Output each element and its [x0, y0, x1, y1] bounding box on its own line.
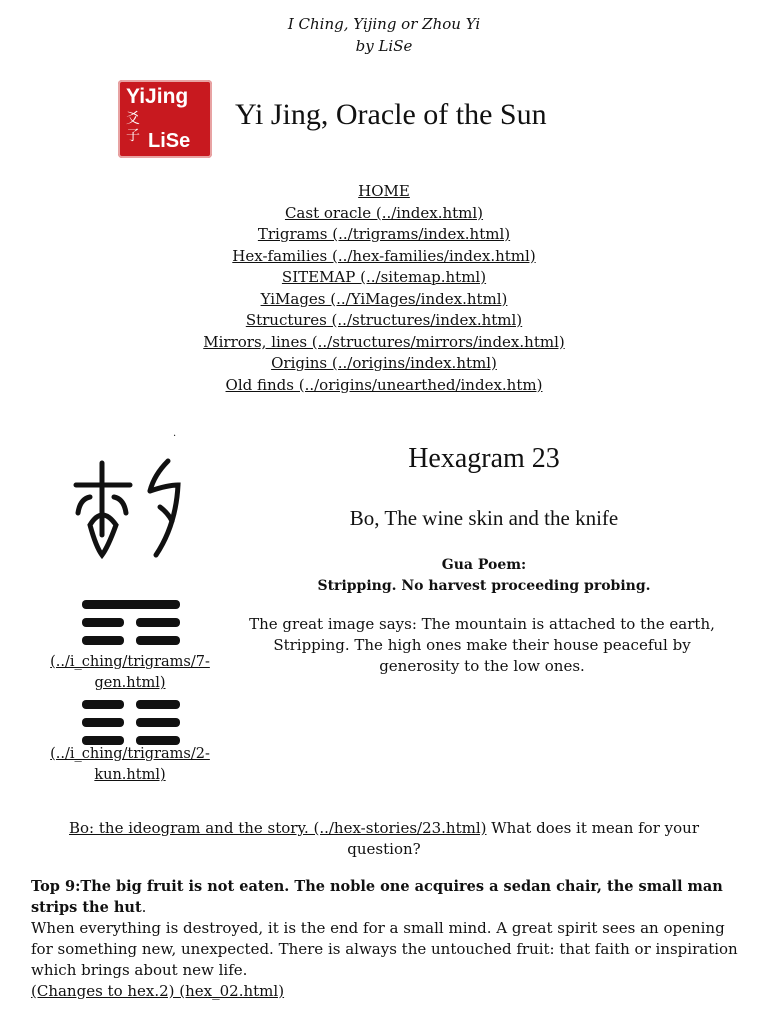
changes-link[interactable]: (Changes to hex.2) (hex_02.html) [31, 982, 285, 1000]
upper-trigram-gen-icon [78, 600, 184, 648]
nav-yimages[interactable]: YiMages (../YiMages/index.html) [260, 289, 508, 308]
line-top9-section: Top 9:The big fruit is not eaten. The noble one acquires a sedan chair, the small man strips the hut. When everything is destroyed, it is the end for a small mind. A great spirit sees an opening for something new, unexpected. There is always the untouched fruit: that faith or inspiration which brings about new life. (Changes to hex.2) (hex_02.html) [31, 878, 738, 1000]
trigram-line-broken [136, 700, 180, 709]
story-paragraph [30, 818, 738, 860]
trigram-kun-link[interactable]: (../i_ching/trigrams/2-kun.html) [50, 746, 210, 783]
nav-old-finds[interactable]: Old finds (../origins/unearthed/index.htm) [225, 375, 543, 394]
nav-origins[interactable]: Origins (../origins/index.html) [271, 354, 497, 372]
trigram-line-broken [136, 636, 180, 645]
trigram-line-broken [82, 700, 124, 709]
great-image-text: The great image says: The mountain is attached to the earth, Stripping. The high ones make their house peaceful by generosity to the low ones. [249, 615, 715, 675]
nav-home[interactable]: HOME [358, 182, 410, 200]
trigram-line-broken [82, 618, 124, 627]
hexagram-title: Hexagram 23 [408, 443, 560, 474]
line-top9-text: When everything is destroyed, it is the end for a small mind. A great spirit sees an opening for something new, unexpected. There is always the untouched fruit: that faith or inspiration which brings about new life. [31, 919, 738, 979]
stray-dot: . [173, 428, 177, 439]
nav-hex-families[interactable]: Hex-families (../hex-families/index.html) [232, 246, 536, 265]
site-logo[interactable] [118, 80, 212, 158]
main-nav [0, 181, 768, 396]
gua-poem-text: Stripping. No harvest proceeding probing. [317, 578, 651, 594]
lower-trigram-kun-icon [78, 700, 184, 748]
hexagram-subtitle: Bo, The wine skin and the knife [349, 506, 619, 530]
logo-text-bottom: LiSe [148, 130, 191, 152]
author-line: by LiSe [355, 37, 413, 55]
bo-ideogram-image [68, 455, 198, 565]
site-title: Yi Jing, Oracle of the Sun [235, 98, 547, 131]
trigram-line-broken [82, 718, 124, 727]
trigram-line-broken [82, 636, 124, 645]
gua-poem-label: Gua Poem: [441, 557, 527, 573]
story-link[interactable]: Bo: the ideogram and the story. (../hex-stories/23.html) [69, 819, 487, 837]
trigram-gen-link[interactable]: (../i_ching/trigrams/7-gen.html) [50, 654, 210, 691]
line-top9-heading: Top 9:The big fruit is not eaten. The noble one acquires a sedan chair, the small man strips the hut [31, 878, 723, 916]
logo-text-top: YiJing [126, 85, 189, 108]
subtitle-line: I Ching, Yijing or Zhou Yi [287, 15, 481, 33]
trigram-line-broken [136, 618, 180, 627]
nav-structures[interactable]: Structures (../structures/index.html) [245, 311, 523, 329]
nav-cast-oracle[interactable]: Cast oracle (../index.html) [284, 203, 484, 222]
trigram-line-broken [136, 718, 180, 727]
trigram-line-solid [82, 600, 180, 609]
story-question: What does it mean for your question? [347, 819, 699, 858]
logo-glyphs: 爻 子 [126, 110, 140, 143]
nav-trigrams[interactable]: Trigrams (../trigrams/index.html) [257, 225, 511, 243]
nav-sitemap[interactable]: SITEMAP (../sitemap.html) [281, 268, 487, 286]
nav-mirrors-lines[interactable]: Mirrors, lines (../structures/mirrors/index.html) [203, 332, 565, 351]
